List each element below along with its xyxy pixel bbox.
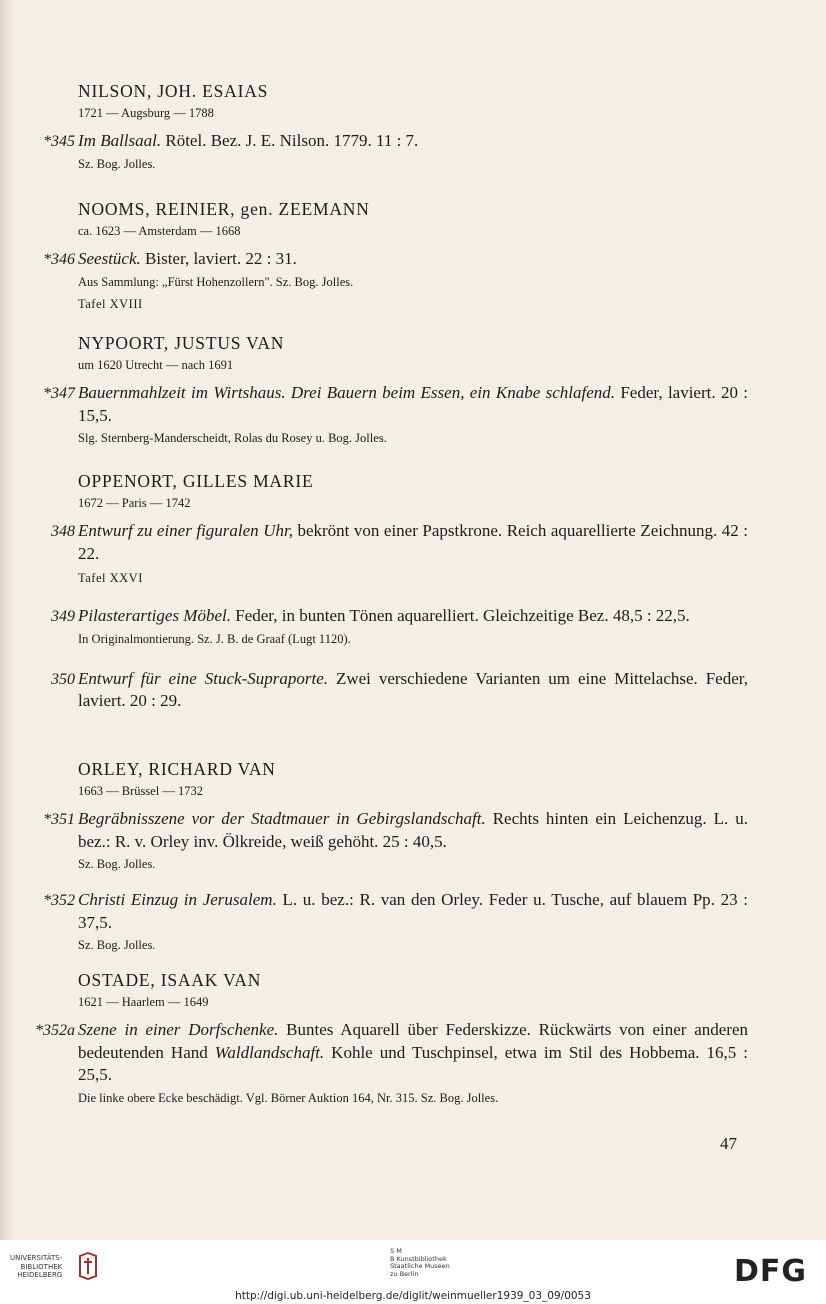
entry-description — [78, 382, 748, 427]
entry-note: Die linke obere Ecke beschädigt. Vgl. Börner Auktion 164, Nr. 315. Sz. Bog. Jolles. — [78, 1090, 499, 1105]
catalog-entry — [35, 1019, 748, 1107]
entry-note: Sz. Bog. Jolles. — [78, 156, 156, 171]
entry-text: Buntes Aquarell über Federskizze. Rückwärts von einer anderen bedeutenden Hand — [78, 1020, 748, 1062]
entry-number: *347 — [43, 385, 75, 402]
artist-section-nilson — [43, 80, 748, 173]
entry-number: *352a — [35, 1022, 75, 1039]
entry-text: Feder, laviert. 20 : 15,5. — [78, 383, 748, 425]
entry-text: bekrönt von einer Papstkrone. Reich aquarellierte Zeichnung. 42 : 22. — [78, 521, 748, 563]
artist-dates: 1663 — Brüssel — 1732 — [78, 784, 203, 798]
entry-note: Slg. Sternberg-Manderscheidt, Rolas du Rosey u. Bog. Jolles. — [78, 431, 387, 445]
artist-dates: ca. 1623 — Amsterdam — 1668 — [78, 224, 241, 238]
artist-section-oppenort — [51, 470, 748, 713]
entry-title: Entwurf für eine Stuck-Supraporte. — [78, 668, 329, 688]
entry-number: *346 — [43, 251, 75, 268]
plate-reference: Tafel XXVI — [78, 571, 143, 585]
entry-description — [78, 889, 748, 934]
entry-text: Rechts hinten ein Leichenzug. L. u. bez.: R. v. Orley inv. Ölkreide, weiß gehöht. 25 : 40,5. — [78, 809, 748, 851]
stamp-line: Staatliche Museen — [390, 1262, 450, 1270]
entry-number: *345 — [43, 133, 75, 150]
catalog-entry — [43, 248, 748, 313]
entry-text: L. u. bez.: R. van den Orley. Feder u. Tusche, auf blauem Pp. 23 : 37,5. — [78, 890, 748, 932]
entry-text-secondary: Kohle und Tuschpinsel, etwa im Stil des Hobbema. 16,5 : 25,5. — [78, 1042, 748, 1084]
catalog-entry — [51, 668, 748, 713]
catalog-entry — [43, 130, 748, 173]
catalog-entry — [51, 520, 748, 587]
entry-description — [78, 808, 748, 853]
entry-note: Sz. Bog. Jolles. — [78, 857, 156, 871]
entry-description — [78, 248, 748, 271]
entry-title: Christi Einzug in Jerusalem. — [78, 890, 277, 909]
stamp-line: zu Berlin — [390, 1269, 419, 1278]
entry-title-secondary: Waldlandschaft. — [214, 1042, 325, 1062]
artist-name: NOOMS, REINIER, gen. ZEEMANN — [78, 199, 370, 219]
entry-description — [78, 130, 748, 153]
entry-title: Entwurf zu einer figuralen Uhr, — [78, 521, 293, 540]
artist-section-nooms — [43, 198, 748, 313]
university-emblem-icon — [78, 1252, 98, 1280]
artist-name: NILSON, JOH. ESAIAS — [78, 81, 269, 101]
entry-note: In Originalmontierung. Sz. J. B. de Graaf (Lugt 1120). — [78, 631, 351, 646]
catalog-entry — [43, 889, 748, 954]
entry-description — [78, 520, 748, 565]
university-library-logo[interactable] — [10, 1254, 62, 1280]
artist-section-orley — [43, 758, 748, 954]
artist-name: ORLEY, RICHARD VAN — [78, 759, 276, 779]
entry-note: Aus Sammlung: „Fürst Hohenzollern". Sz. Bog. Jolles. — [78, 274, 354, 289]
artist-name: OSTADE, ISAAK VAN — [78, 970, 262, 990]
entry-description — [78, 605, 748, 628]
dfg-logo[interactable]: DFG — [734, 1254, 808, 1289]
entry-title: Begräbnisszene vor der Stadtmauer in Gebirgslandschaft. — [78, 809, 486, 828]
entry-text: Zwei verschiedene Varianten um eine Mittelachse. Feder, laviert. 20 : 29. — [78, 668, 748, 710]
artist-name: NYPOORT, JUSTUS VAN — [78, 333, 285, 353]
entry-number: *352 — [43, 892, 75, 909]
entry-note: Sz. Bog. Jolles. — [78, 938, 156, 952]
entry-title: Szene in einer Dorfschenke. — [78, 1020, 279, 1039]
university-line: HEIDELBERG — [17, 1271, 63, 1279]
entry-text: Rötel. Bez. J. E. Nilson. 1779. 11 : 7. — [161, 131, 419, 150]
viewer-footer — [0, 1240, 826, 1304]
stamp-line: B Kunstbibliothek — [390, 1254, 447, 1263]
entry-title: Bauernmahlzeit im Wirtshaus. Drei Bauern beim Essen, ein Knabe schlafend. — [78, 383, 615, 402]
entry-description — [78, 1019, 748, 1087]
entry-text: Bister, laviert. 22 : 31. — [140, 249, 297, 268]
museum-stamp — [390, 1248, 450, 1278]
page-gutter-shadow — [0, 0, 14, 1240]
catalog-entry — [51, 605, 748, 648]
catalog-entry — [43, 382, 748, 447]
artist-dates: 1672 — Paris — 1742 — [78, 496, 191, 510]
artist-dates: 1721 — Augsburg — 1788 — [78, 106, 214, 120]
entry-title: Pilasterartiges Möbel. — [78, 606, 231, 625]
entry-number: 349 — [51, 608, 75, 625]
entry-description — [78, 668, 748, 713]
artist-dates: 1621 — Haarlem — 1649 — [78, 995, 209, 1009]
stamp-line: S M — [390, 1247, 402, 1255]
artist-section-nypoort — [43, 332, 748, 447]
plate-reference: Tafel XVIII — [78, 296, 143, 311]
catalog-entry — [43, 808, 748, 873]
page-number: 47 — [720, 1134, 737, 1153]
entry-text: Feder, in bunten Tönen aquarelliert. Gleichzeitige Bez. 48,5 : 22,5. — [230, 606, 690, 625]
entry-number: 350 — [51, 670, 75, 688]
university-line: UNIVERSITÄTS- — [10, 1254, 63, 1262]
entry-title: Seestück. — [78, 249, 141, 268]
entry-number: *351 — [43, 811, 75, 828]
artist-section-ostade — [35, 969, 748, 1107]
entry-title: Im Ballsaal. — [78, 131, 162, 150]
artist-name: OPPENORT, GILLES MARIE — [78, 471, 314, 491]
university-line: BIBLIOTHEK — [20, 1262, 63, 1271]
artist-dates: um 1620 Utrecht — nach 1691 — [78, 358, 234, 372]
entry-number: 348 — [51, 523, 75, 540]
source-url-link[interactable]: http://digi.ub.uni-heidelberg.de/diglit/weinmueller1939_03_09/0053 — [235, 1290, 591, 1302]
